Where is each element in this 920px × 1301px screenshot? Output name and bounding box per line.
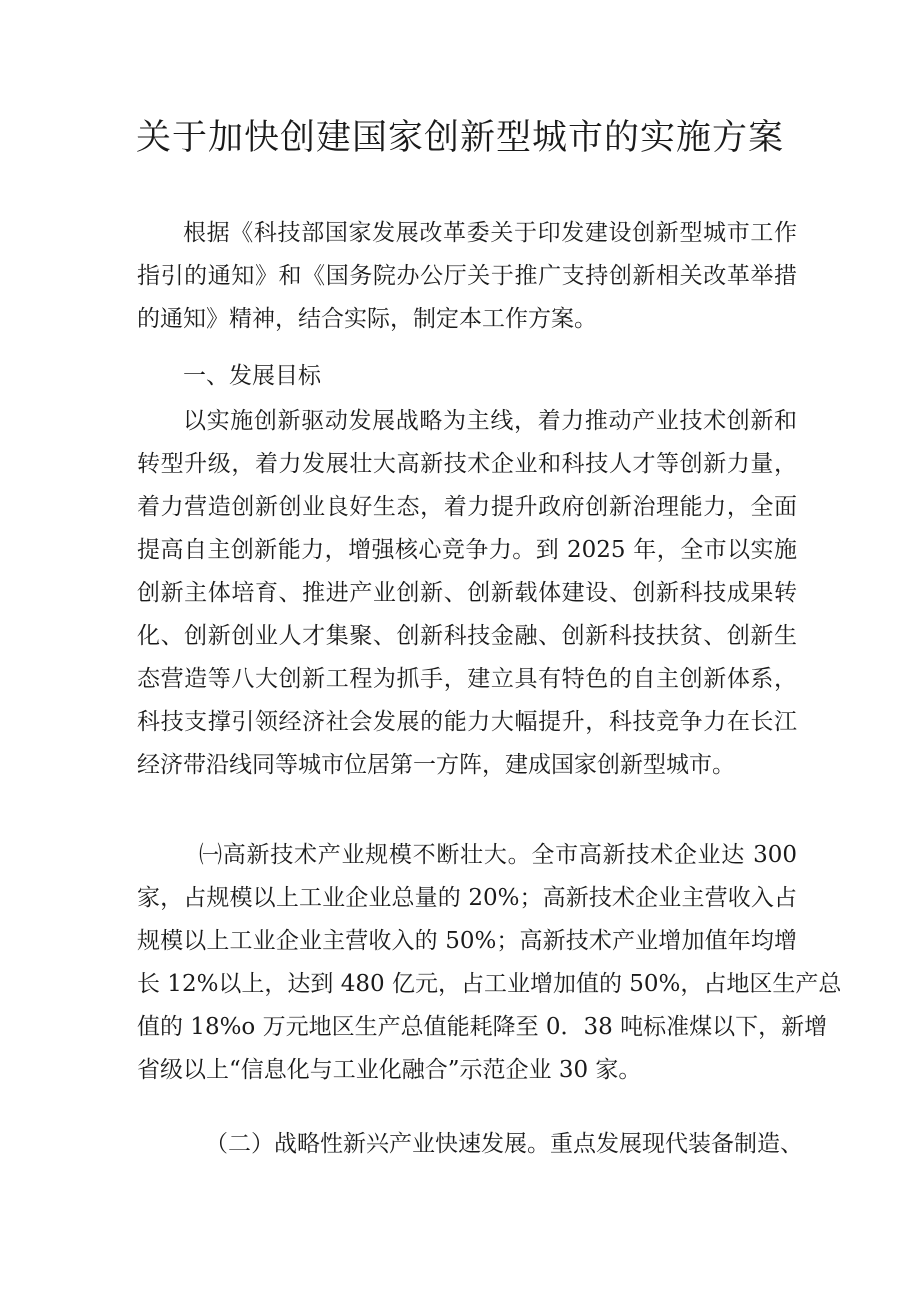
item-2-line-1: （二）战略性新兴产业快速发展。重点发展现代装备制造、 bbox=[205, 1131, 803, 1157]
goals-line-4: 提高自主创新能力，增强核心竞争力。到 2025 年，全市以实施 bbox=[137, 537, 797, 563]
goals-paragraph bbox=[137, 400, 797, 787]
section-heading-development-goals: 一、发展目标 bbox=[183, 363, 321, 389]
goals-line-2: 转型升级，着力发展壮大高新技术企业和科技人才等创新力量， bbox=[137, 451, 797, 477]
goals-line-1: 以实施创新驱动发展战略为主线，着力推动产业技术创新和 bbox=[183, 408, 797, 434]
intro-paragraph bbox=[137, 212, 797, 341]
item-1-line-4: 长 12%以上，达到 480 亿元，占工业增加值的 50%，占地区生产总 bbox=[137, 971, 842, 997]
goals-line-8: 科技支撑引领经济社会发展的能力大幅提升，科技竞争力在长江 bbox=[137, 709, 797, 735]
document-title: 关于加快创建国家创新型城市的实施方案 bbox=[135, 118, 784, 158]
goals-line-9: 经济带沿线同等城市位居第一方阵，建成国家创新型城市。 bbox=[137, 752, 735, 778]
item-1-line-2: 家，占规模以上工业企业总量的 20%；高新技术企业主营收入占 bbox=[137, 885, 797, 911]
goals-line-6: 化、创新创业人才集聚、创新科技金融、创新科技扶贫、创新生 bbox=[137, 623, 797, 649]
goals-line-5: 创新主体培育、推进产业创新、创新载体建设、创新科技成果转 bbox=[137, 580, 797, 606]
intro-line-1: 根据《科技部国家发展改革委关于印发建设创新型城市工作 bbox=[183, 220, 797, 246]
intro-line-2: 指引的通知》和《国务院办公厅关于推广支持创新相关改革举措 bbox=[137, 263, 797, 289]
item-1-line-6: 省级以上“信息化与工业化融合”示范企业 30 家。 bbox=[137, 1057, 642, 1083]
goals-line-7: 态营造等八大创新工程为抓手，建立具有特色的自主创新体系， bbox=[137, 666, 797, 692]
item-1-line-3: 规模以上工业企业主营收入的 50%；高新技术产业增加值年均增 bbox=[137, 928, 797, 954]
item-1-line-5: 值的 18%o 万元地区生产总值能耗降至 0．38 吨标准煤以下，新增 bbox=[137, 1014, 828, 1040]
item-1-line-1: ㈠高新技术产业规模不断壮大。全市高新技术企业达 300 bbox=[199, 842, 797, 868]
item-1-paragraph bbox=[137, 834, 842, 1092]
goals-line-3: 着力营造创新创业良好生态，着力提升政府创新治理能力，全面 bbox=[137, 494, 797, 520]
item-2-paragraph bbox=[137, 1123, 803, 1166]
intro-line-3: 的通知》精神，结合实际，制定本工作方案。 bbox=[137, 306, 597, 332]
